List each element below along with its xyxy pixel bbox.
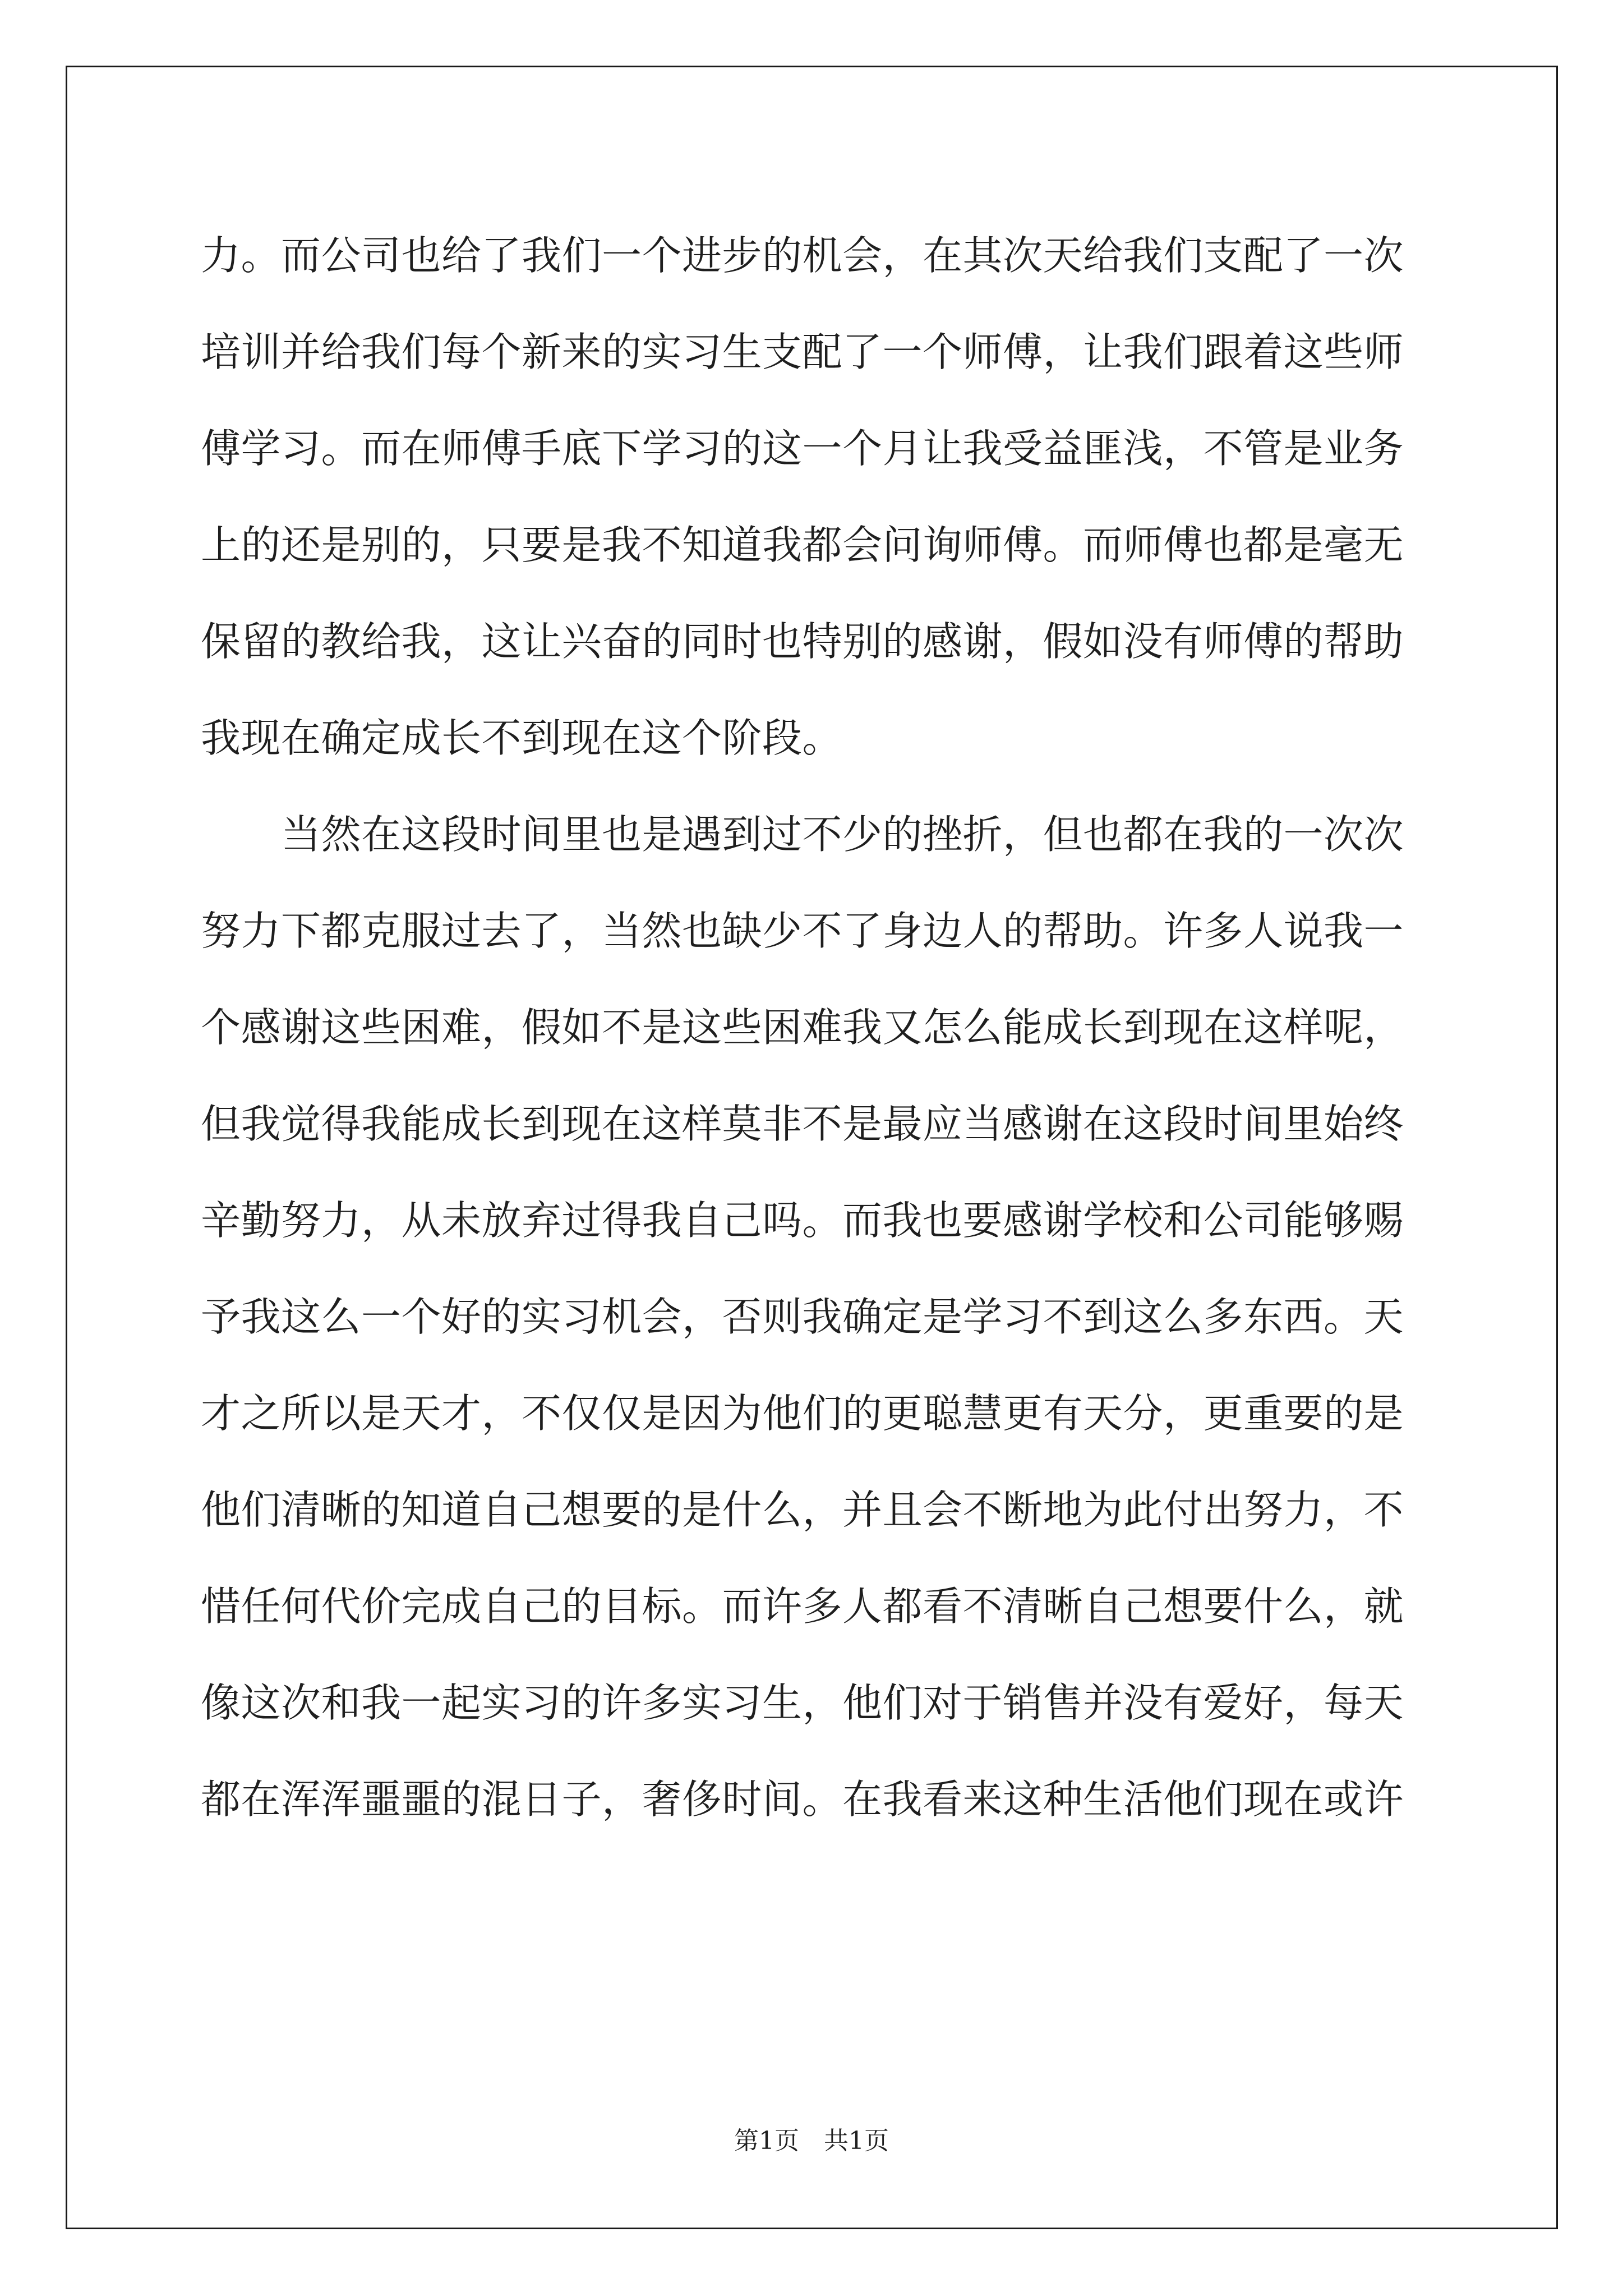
text-line: 辛勤努力，从未放弃过得我自己吗。而我也要感谢学校和公司能够赐 — [201, 1197, 1404, 1244]
text-line: 他们清晰的知道自己想要的是什么，并且会不断地为此付出努力，不 — [201, 1487, 1404, 1533]
text-line: 予我这么一个好的实习机会，否则我确定是学习不到这么多东西。天 — [201, 1294, 1404, 1340]
paragraph-start-line: 当然在这段时间里也是遇到过不少的挫折，但也都在我的一次次 — [281, 811, 1404, 858]
page-number: 第1页 共1页 — [734, 2127, 889, 2155]
text-line: 才之所以是天才，不仅仅是因为他们的更聪慧更有天分，更重要的是 — [201, 1390, 1404, 1437]
text-line: 力。而公司也给了我们一个进步的机会，在其次天给我们支配了一次 — [201, 232, 1404, 279]
text-line: 上的还是别的，只要是我不知道我都会问询师傅。而师傅也都是毫无 — [201, 522, 1404, 568]
text-line: 但我觉得我能成长到现在这样莫非不是最应当感谢在这段时间里始终 — [201, 1101, 1404, 1147]
text-line: 个感谢这些困难，假如不是这些困难我又怎么能成长到现在这样呢， — [201, 1004, 1404, 1051]
text-line: 努力下都克服过去了，当然也缺少不了身边人的帮助。许多人说我一 — [201, 908, 1404, 954]
document-body — [201, 208, 1435, 1848]
text-line: 我现在确定成长不到现在这个阶段。 — [201, 715, 843, 761]
text-line: 惜任何代价完成自己的目标。而许多人都看不清晰自己想要什么，就 — [201, 1583, 1404, 1630]
text-line: 像这次和我一起实习的许多实习生，他们对于销售并没有爱好，每天 — [201, 1680, 1404, 1726]
text-line: 培训并给我们每个新来的实习生支配了一个师傅，让我们跟着这些师 — [201, 329, 1404, 375]
text-line: 都在浑浑噩噩的混日子，奢侈时间。在我看来这种生活他们现在或许 — [201, 1776, 1404, 1823]
text-line: 保留的教给我，这让兴奋的同时也特别的感谢，假如没有师傅的帮助 — [201, 618, 1404, 665]
text-line: 傅学习。而在师傅手底下学习的这一个月让我受益匪浅，不管是业务 — [201, 425, 1404, 472]
